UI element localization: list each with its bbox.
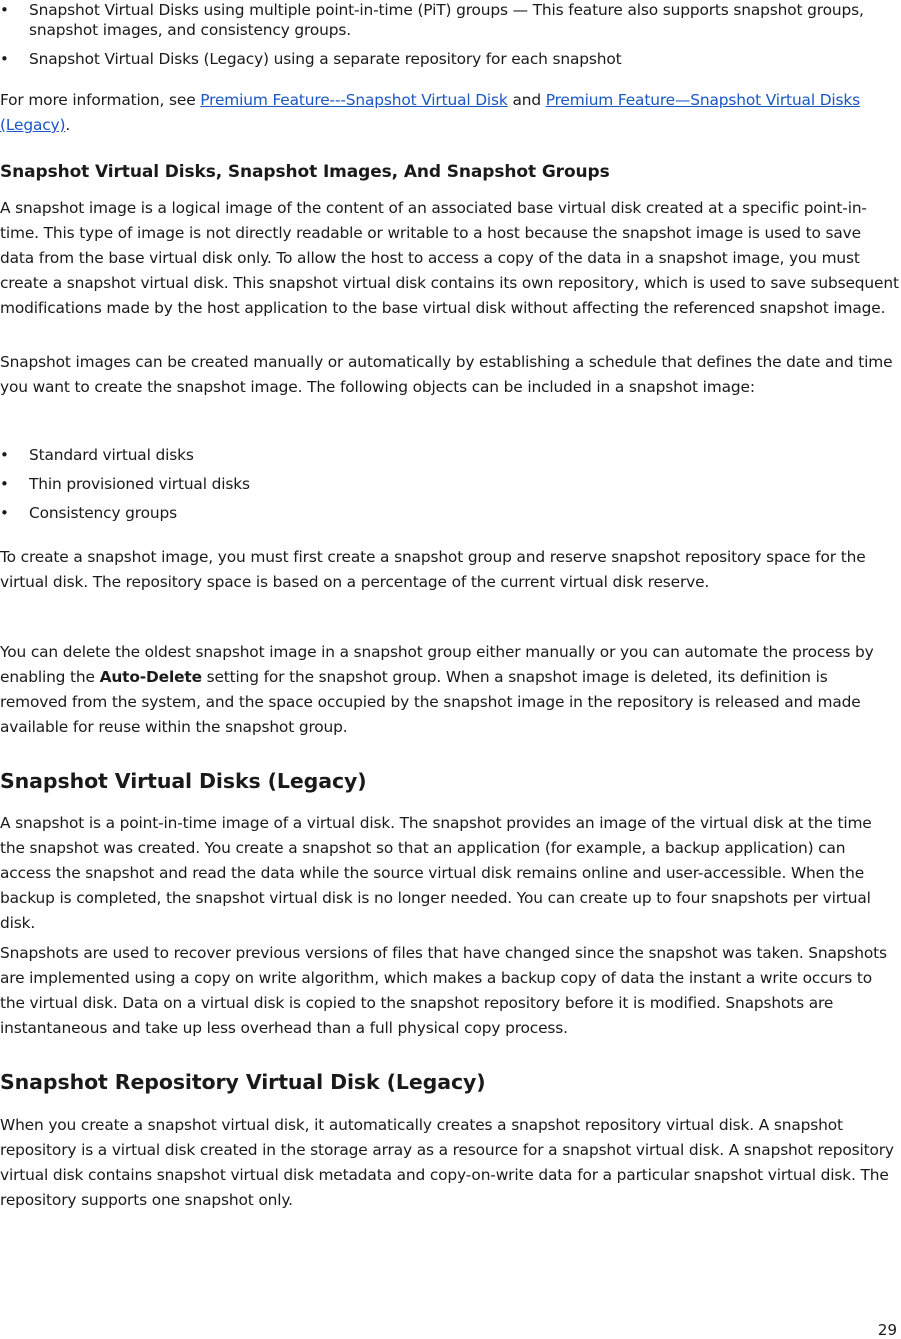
paragraph: To create a snapshot image, you must first create a snapshot group and reserve snapshot repository space for the virtual disk. The repository space is based on a percentage of the current virtual disk reserve.	[0, 548, 866, 591]
paragraph: You can delete the oldest snapshot image in a snapshot group either manually or you can automate the process by enabling the Auto-Delete setting for the snapshot group. When a snapshot image is deleted, its definition is removed from the system, and the space occupied by the snapshot image in the repository is released and made available for reuse within the snapshot group.	[0, 643, 874, 736]
list-item: • Consistency groups	[0, 504, 177, 522]
section-heading: Snapshot Repository Virtual Disk (Legacy)	[0, 1070, 486, 1094]
list-item: • Snapshot Virtual Disks (Legacy) using a separate repository for each snapshot	[0, 50, 622, 68]
paragraph: Snapshots are used to recover previous versions of files that have changed since the snapshot was taken. Snapshots are implemented using a copy on write algorithm, which makes a backup copy of data the instant a write occurs to the virtual disk. Data on a virtual disk is copied to the snapshot repository before it is modified. Snapshots are instantaneous and take up less overhead than a full physical copy process.	[0, 944, 887, 1037]
paragraph: A snapshot image is a logical image of the content of an associated base virtual disk created at a specific point-in-time. This type of image is not directly readable or writable to a host because the snapshot image is used to save data from the base virtual disk only. To allow the host to access a copy of the data in a snapshot image, you must create a snapshot virtual disk. This snapshot virtual disk contains its own repository, which is used to save subsequent modifications made by the host application to the base virtual disk without affecting the referenced snapshot image.	[0, 199, 899, 317]
more-info-paragraph: For more information, see Premium Feature---Snapshot Virtual Disk and Premium Feature—Snapshot Virtual Disks (Legacy).	[0, 91, 861, 134]
list-item: • Snapshot Virtual Disks using multiple point-in-time (PiT) groups — This feature also supports snapshot groups, snapshot images, and consistency groups.	[0, 1, 864, 39]
paragraph: When you create a snapshot virtual disk, it automatically creates a snapshot repository virtual disk. A snapshot repository is a virtual disk created in the storage array as a resource for a snapshot virtual disk. A snapshot repository virtual disk contains snapshot virtual disk metadata and copy-on-write data for a particular snapshot virtual disk. The repository supports one snapshot only.	[0, 1116, 894, 1209]
list-item: • Thin provisioned virtual disks	[0, 475, 250, 493]
section-heading: Snapshot Virtual Disks (Legacy)	[0, 769, 367, 793]
section-heading: Snapshot Virtual Disks, Snapshot Images, And Snapshot Groups	[0, 162, 610, 182]
paragraph: A snapshot is a point-in-time image of a virtual disk. The snapshot provides an image of the virtual disk at the time the snapshot was created. You create a snapshot so that an application (for example, a backup application) can access the snapshot and read the data while the source virtual disk remains online and user-accessible. When the backup is completed, the snapshot virtual disk is no longer needed. You can create up to four snapshots per virtual disk.	[0, 814, 872, 932]
list-item: • Standard virtual disks	[0, 446, 194, 464]
auto-delete-setting-name: Auto-Delete	[99, 668, 202, 686]
page-number: 29	[877, 1321, 897, 1339]
bullet-glyph: •	[0, 446, 9, 464]
bullet-glyph: •	[0, 1, 9, 19]
premium-feature-legacy-link[interactable]: Premium Feature—Snapshot Virtual Disks (Legacy)	[0, 91, 861, 134]
bullet-glyph: •	[0, 50, 9, 68]
bullet-glyph: •	[0, 504, 9, 522]
premium-feature-snapshot-link[interactable]: Premium Feature---Snapshot Virtual Disk	[200, 91, 508, 109]
intro-bullet-list	[0, 0, 901, 69]
bullet-glyph: •	[0, 475, 9, 493]
snapshot-object-list	[0, 445, 901, 523]
paragraph: Snapshot images can be created manually or automatically by establishing a schedule that defines the date and time you want to create the snapshot image. The following objects can be included in a snapshot image:	[0, 353, 893, 396]
